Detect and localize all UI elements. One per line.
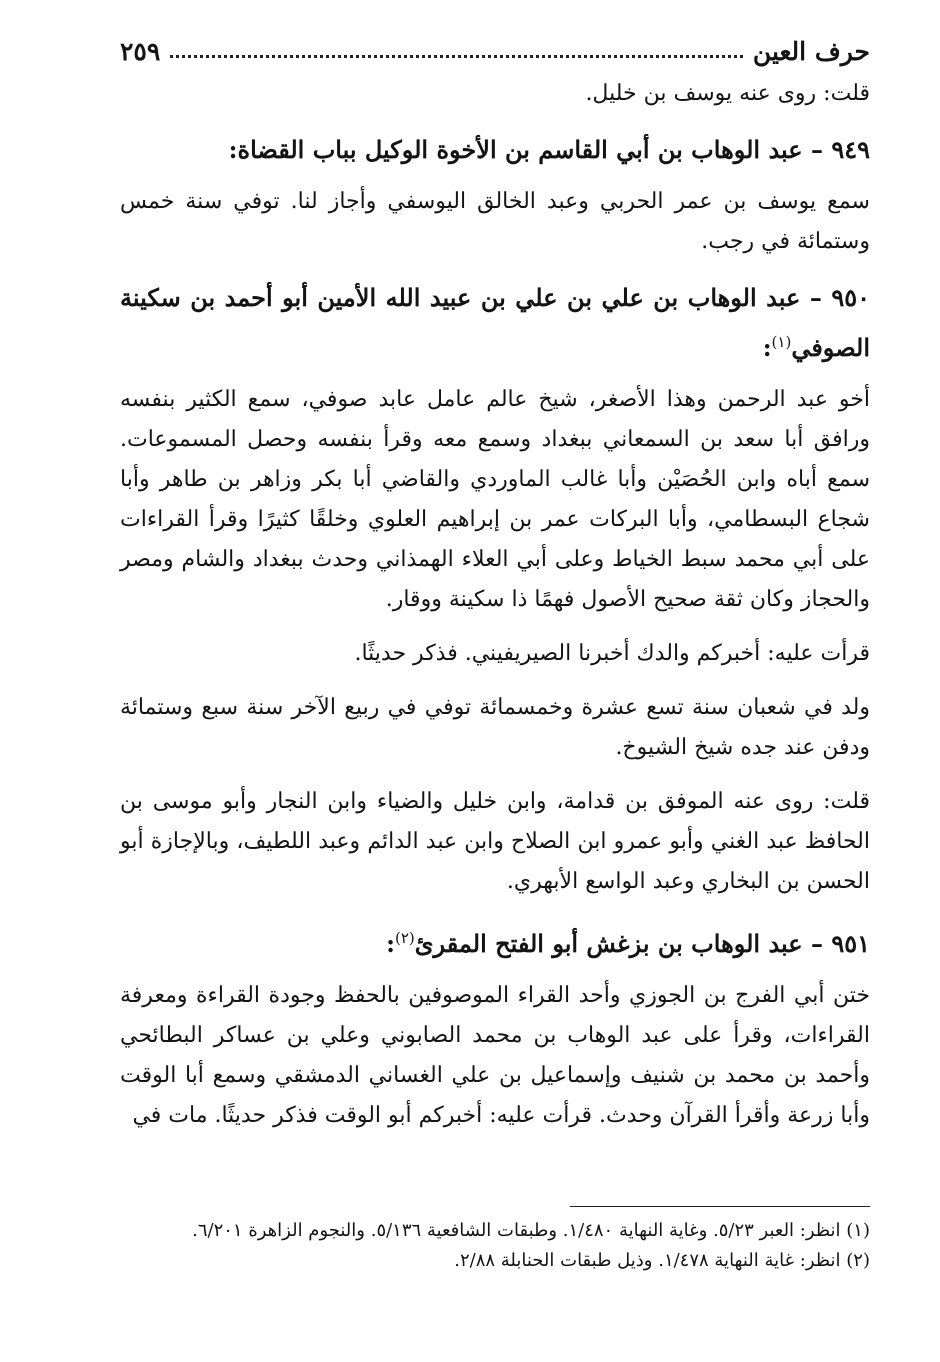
- entry-950-paragraph-4: قلت: روى عنه الموفق بن قدامة، وابن خليل والضياء وابن النجار وأبو موسى بن الحافظ عبد الغني وأبو عمرو ابن الصلاح وابن عبد الدائم وعبد اللطيف، وبالإجازة أبو الحسن بن البخاري وعبد الواسع الأبهري.: [120, 789, 870, 894]
- footnote-ref-2: (٢): [394, 929, 415, 947]
- page-number: ٢٥٩: [120, 37, 161, 66]
- entry-949-text: سمع يوسف بن عمر الحربي وعبد الخالق اليوسفي وأجاز لنا. توفي سنة خمس وستمائة في رجب.: [120, 189, 870, 254]
- entry-951-heading-colon: :: [386, 929, 395, 958]
- running-title: حرف العين: [752, 37, 870, 66]
- previous-entry-note: قلت: روى عنه يوسف بن خليل.: [585, 81, 870, 106]
- footnotes: [120, 1216, 870, 1276]
- entry-950-heading-text: ٩٥٠ – عبد الوهاب بن علي بن علي بن عبيد الله الأمين أبو أحمد بن سكينة الصوفي: [120, 283, 870, 362]
- page-body: [120, 74, 870, 1136]
- entry-949-heading: ٩٤٩ – عبد الوهاب بن أبي القاسم بن الأخوة الوكيل بباب القضاة:: [228, 135, 870, 164]
- footnote-2: (٢) انظر: غاية النهاية ١/٤٧٨. وذيل طبقات الحنابلة ٢/٨٨.: [454, 1250, 870, 1271]
- footnote-ref-1: (١): [771, 333, 792, 351]
- page-header: [120, 22, 870, 66]
- entry-950-paragraph-3: ولد في شعبان سنة تسع عشرة وخمسمائة توفي في ربيع الآخر سنة سبع وستمائة ودفن عند جده شيخ الشيوخ.: [120, 695, 870, 760]
- footnote-separator: [570, 1206, 870, 1207]
- entry-950-heading: [120, 276, 870, 370]
- entry-951-paragraph-1: ختن أبي الفرج بن الجوزي وأحد القراء الموصوفين بالحفظ وجودة القراءة ومعرفة القراءات، وقرأ على عبد الوهاب بن محمد الصابوني وعلي بن عساكر البطائحي وأحمد بن محمد بن شنيف وإسماعيل بن علي الغساني الدمشقي وسمع أبا الوقت وأبا زرعة وأقرأ القرآن وحدث. قرأت عليه: أخبركم أبو الوقت فذكر حديثًا. مات في: [120, 983, 870, 1128]
- entry-951-heading-text: ٩٥١ – عبد الوهاب بن بزغش أبو الفتح المقرئ: [414, 929, 870, 958]
- entry-950-paragraph-2: قرأت عليه: أخبركم والدك أخبرنا الصيريفيني. فذكر حديثًا.: [354, 641, 870, 666]
- entry-951-heading: [120, 916, 870, 966]
- header-dot-leader: [170, 55, 743, 58]
- footnote-1: (١) انظر: العبر ٥/٢٣. وغاية النهاية ١/٤٨٠. وطبقات الشافعية ٥/١٣٦. والنجوم الزاهرة ٦/٢٠١.: [192, 1220, 870, 1241]
- entry-950-paragraph-1: أخو عبد الرحمن وهذا الأصغر، شيخ عالم عامل عابد صوفي، سمع الكثير بنفسه ورافق أبا سعد بن السمعاني ببغداد وسمع معه وقرأ بنفسه وحصل المسموعات. سمع أباه وابن الحُصَيْن وأبا غالب الماوردي والقاضي أبا بكر وزاهر بن طاهر وأبا شجاع البسطامي، وأبا البركات عمر بن إبراهيم العلوي وخلقًا كثيرًا وقرأ القراءات على أبي محمد سبط الخياط وعلى أبي العلاء الهمذاني وحدث ببغداد والشام ومصر والحجاز وكان ثقة صحيح الأصول فهمًا ذا سكينة ووقار.: [120, 387, 870, 612]
- entry-950-heading-colon: :: [762, 333, 772, 362]
